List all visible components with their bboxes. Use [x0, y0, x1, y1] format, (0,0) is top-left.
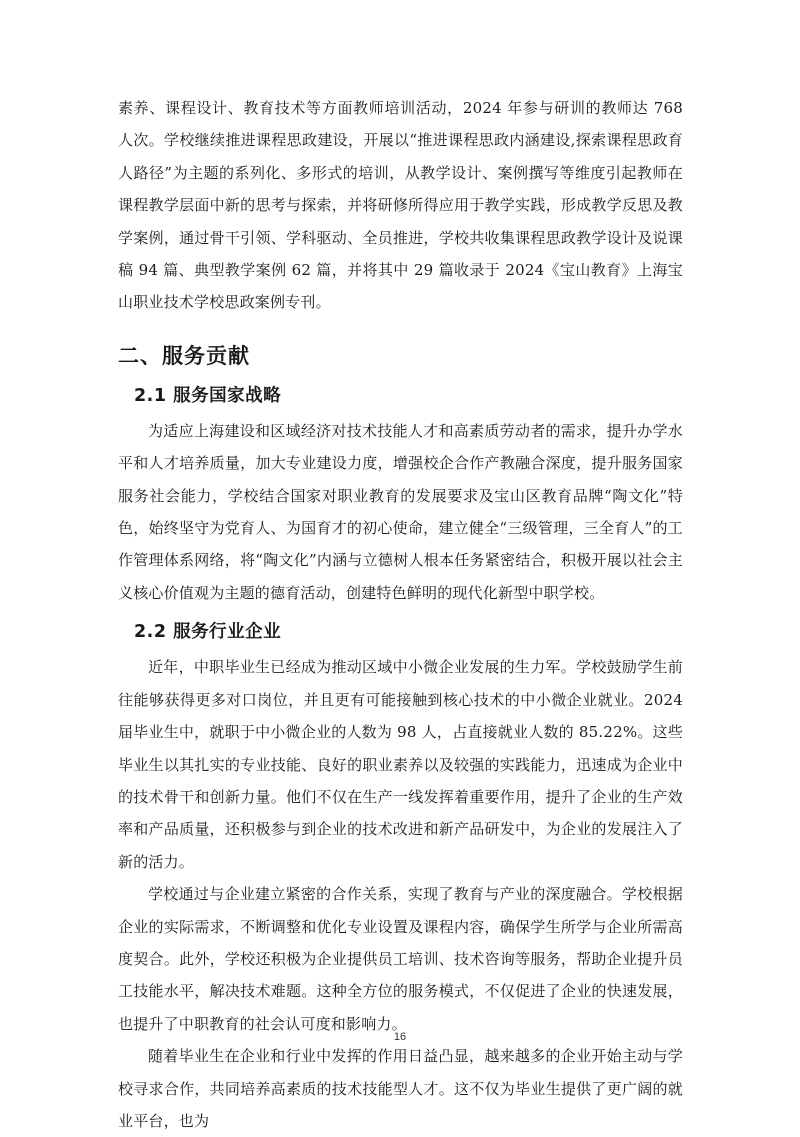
page-content: [118, 92, 683, 1137]
page-number: 16: [393, 1031, 407, 1043]
paragraph-2-1-1: 为适应上海建设和区域经济对技术技能人才和高素质劳动者的需求，提升办学水平和人才培养质量，加大专业建设力度，增强校企合作产教融合深度，提升服务国家服务社会能力，学校结合国家对职业教育的发展要求及宝山区教育品牌“陶文化”特色，始终坚守为党育人、为国育才的初心使命，建立健全“三级管理，三全育人”的工作管理体系网络，将“陶文化”内涵与立德树人根本任务紧密结合，积极开展以社会主义核心价值观为主题的德育活动，创建特色鲜明的现代化新型中职学校。: [118, 421, 683, 602]
section-title: 二、服务贡献: [118, 343, 250, 368]
subsection-title-2-1: 2.1 服务国家战略: [134, 385, 282, 406]
paragraph-2-2-3: 随着毕业生在企业和行业中发挥的作用日益凸显，越来越多的企业开始主动与学校寻求合作，共同培养高素质的技术技能型人才。这不仅为毕业生提供了更广阔的就业平台，也为: [118, 1047, 683, 1130]
paragraph-2-2-2: 学校通过与企业建立紧密的合作关系，实现了教育与产业的深度融合。学校根据企业的实际需求，不断调整和优化专业设置及课程内容，确保学生所学与企业所需高度契合。此外，学校还积极为企业提供员工培训、技术咨询等服务，帮助企业提升员工技能水平，解决技术难题。这种全方位的服务模式，不仅促进了企业的快速发展，也提升了中职教育的社会认可度和影响力。: [118, 885, 683, 1033]
intro-paragraph: 素养、课程设计、教育技术等方面教师培训活动，2024 年参与研训的教师达 768 人次。学校继续推进课程思政建设，开展以“推进课程思政内涵建设,探索课程思政育人路径”为主题的系列化、多形式的培训，从教学设计、案例撰写等维度引起教师在课程教学层面中新的思考与探索，并将研修所得应用于教学实践，形成教学反思及教学案例，通过骨干引领、学科驱动、全员推进，学校共收集课程思政教学设计及说课稿 94 篇、典型教学案例 62 篇，并将其中 29 篇收录于 2024《宝山教育》上海宝山职业技术学校思政案例专刊。: [118, 99, 683, 312]
subsection-title-2-2: 2.2 服务行业企业: [134, 622, 282, 643]
paragraph-2-2-1: 近年，中职毕业生已经成为推动区域中小微企业发展的生力军。学校鼓励学生前往能够获得更多对口岗位，并且更有可能接触到核心技术的中小微企业就业。2024 届毕业生中，就职于中小微企业的人数为 98 人，占直接就业人数的 85.22%。这些毕业生以其扎实的专业技能、良好的职业素养以及较强的实践能力，迅速成为企业中的技术骨干和创新力量。他们不仅在生产一线发挥着重要作用，提升了企业的生产效率和产品质量，还积极参与到企业的技术改进和新产品研发中，为企业的发展注入了新的活力。: [118, 658, 683, 871]
